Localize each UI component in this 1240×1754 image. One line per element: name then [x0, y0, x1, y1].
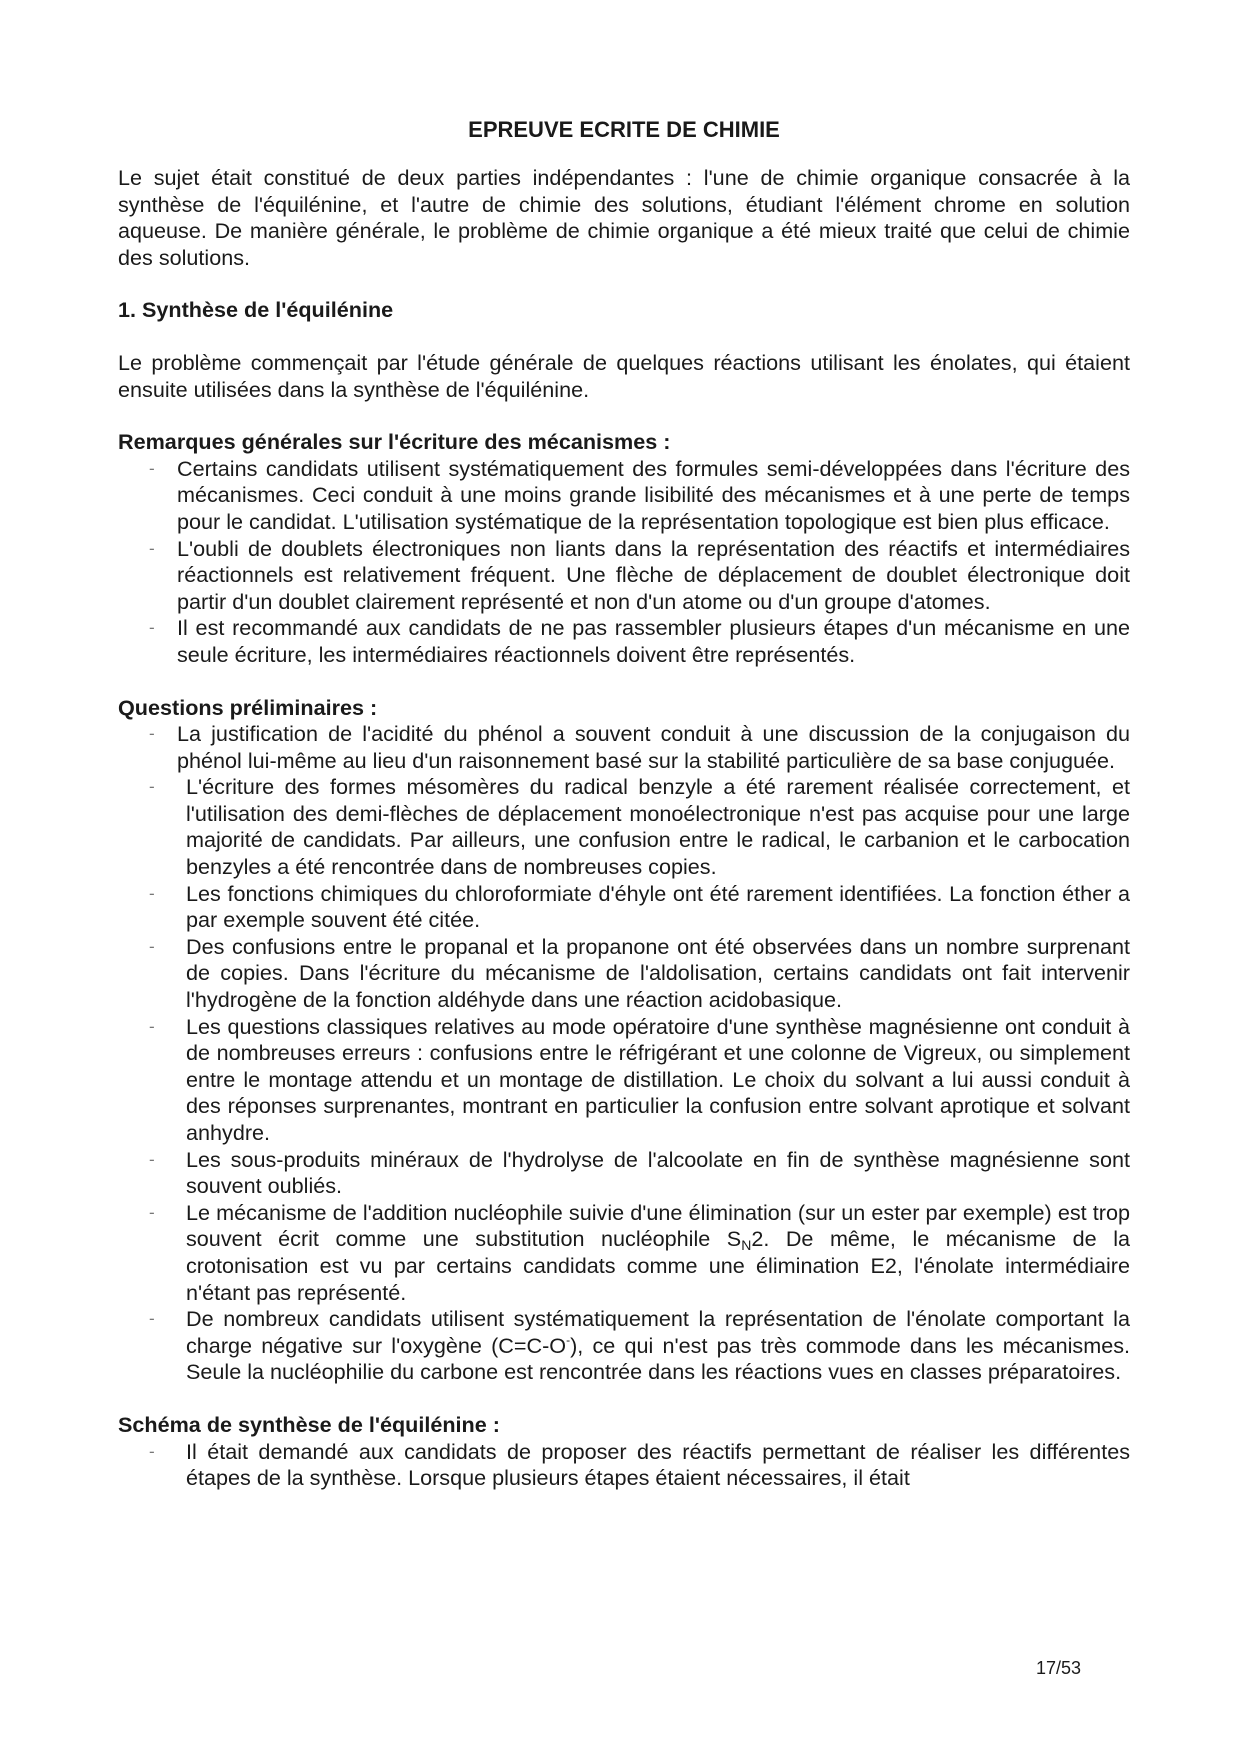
dash-bullet-icon: -: [149, 618, 155, 638]
dash-bullet-icon: -: [149, 1441, 155, 1461]
list-item: - Les fonctions chimiques du chloroformiate d'éhyle ont été rarement identifiées. La fonction éther a par exemple souvent été citée.: [149, 880, 1130, 933]
dash-bullet-icon: -: [149, 936, 155, 956]
section-heading-synthese: 1. Synthèse de l'équilénine: [118, 297, 394, 323]
list-schema: [118, 1439, 1130, 1492]
heading-questions: Questions préliminaires :: [118, 694, 378, 720]
document-page: [118, 116, 1130, 1518]
dash-bullet-icon: -: [149, 1016, 155, 1036]
dash-bullet-icon: -: [149, 777, 155, 797]
list-item: - Il était demandé aux candidats de proposer des réactifs permettant de réaliser les différentes étapes de la synthèse. Lorsque plusieurs étapes étaient nécessaires, il était: [149, 1438, 1130, 1491]
list-item: - Des confusions entre le propanal et la propanone ont été observées dans un nombre surprenant de copies. Dans l'écriture du mécanisme de l'aldolisation, certains candidats ont fait intervenir l'hydrogène de la fonction aldéhyde dans une réaction acidobasique.: [149, 933, 1130, 1013]
heading-schema: Schéma de synthèse de l'équilénine :: [118, 1411, 500, 1437]
list-item: - Il est recommandé aux candidats de ne pas rassembler plusieurs étapes d'un mécanisme en une seule écriture, les intermédiaires réactionnels doivent être représentés.: [149, 615, 1130, 667]
list-item: - Certains candidats utilisent systématiquement des formules semi-développées dans l'écriture des mécanismes. Ceci conduit à une moins grande lisibilité des mécanismes et à une perte de temps pour le candidat. L'utilisation systématique de la représentation topologique est bien plus efficace.: [149, 455, 1130, 534]
dash-bullet-icon: -: [149, 724, 155, 744]
dash-bullet-icon: -: [149, 1309, 155, 1329]
dash-bullet-icon: -: [149, 1202, 155, 1222]
heading-remarques: Remarques générales sur l'écriture des mécanismes :: [118, 429, 671, 455]
section-paragraph-synthese: Le problème commençait par l'étude générale de quelques réactions utilisant les énolates, qui étaient ensuite utilisées dans la synthèse de l'équilénine.: [118, 349, 1130, 402]
list-item: - De nombreux candidats utilisent systématiquement la représentation de l'énolate comportant la charge négative sur l'oxygène (C=C-O-), ce qui n'est pas très commode dans les mécanismes. Seule la nucléophilie du carbone est rencontrée dans les réactions vues en classes préparatoires.: [149, 1306, 1130, 1385]
dash-bullet-icon: -: [149, 883, 155, 903]
list-remarques: [118, 456, 1130, 669]
intro-paragraph: Le sujet était constitué de deux parties indépendantes : l'une de chimie organique consacrée à la synthèse de l'équilénine, et l'autre de chimie des solutions, étudiant l'élément chrome en solution aqueuse. De manière générale, le problème de chimie organique a été mieux traité que celui de chimie des solutions.: [118, 165, 1130, 270]
list-item: - Le mécanisme de l'addition nucléophile suivie d'une élimination (sur un ester par exemple) est trop souvent écrit comme une substitution nucléophile $S_N2$. De même, le mécanisme de la crotonisation est vu par certains candidats comme une élimination E2, l'énolate intermédiaire n'étant pas représenté.: [149, 1199, 1130, 1305]
dash-bullet-icon: -: [149, 1149, 155, 1169]
page-number: 17/53: [1036, 1658, 1082, 1678]
dash-bullet-icon: -: [149, 538, 155, 558]
list-item: - L'oubli de doublets électroniques non liants dans la représentation des réactifs et intermédiaires réactionnels est relativement fréquent. Une flèche de déplacement de doublet électronique doit partir d'un doublet clairement représenté et non d'un atome ou d'un groupe d'atomes.: [149, 535, 1130, 614]
list-item: - Les questions classiques relatives au mode opératoire d'une synthèse magnésienne ont conduit à de nombreuses erreurs : confusions entre le réfrigérant et une colonne de Vigreux, ou simplement entre le montage attendu et un montage de distillation. Le choix du solvant a lui aussi conduit à des réponses surprenantes, montrant en particulier la confusion entre solvant aprotique et solvant anhydre.: [149, 1013, 1130, 1145]
list-item: - L'écriture des formes mésomères du radical benzyle a été rarement réalisée correctement, et l'utilisation des demi-flèches de déplacement monoélectronique n'est pas acquise pour une large majorité de candidats. Par ailleurs, une confusion entre le radical, le carbanion et le carbocation benzyles a été rencontrée dans de nombreuses copies.: [149, 774, 1130, 880]
document-title: EPREUVE ECRITE DE CHIMIE: [468, 117, 780, 142]
list-item: - La justification de l'acidité du phénol a souvent conduit à une discussion de la conjugaison du phénol lui-même au lieu d'un raisonnement basé sur la stabilité particulière de sa base conjuguée.: [149, 721, 1130, 773]
dash-bullet-icon: -: [149, 458, 155, 478]
list-questions: [118, 721, 1130, 1386]
list-item: - Les sous-produits minéraux de l'hydrolyse de l'alcoolate en fin de synthèse magnésienne sont souvent oubliés.: [149, 1146, 1130, 1199]
